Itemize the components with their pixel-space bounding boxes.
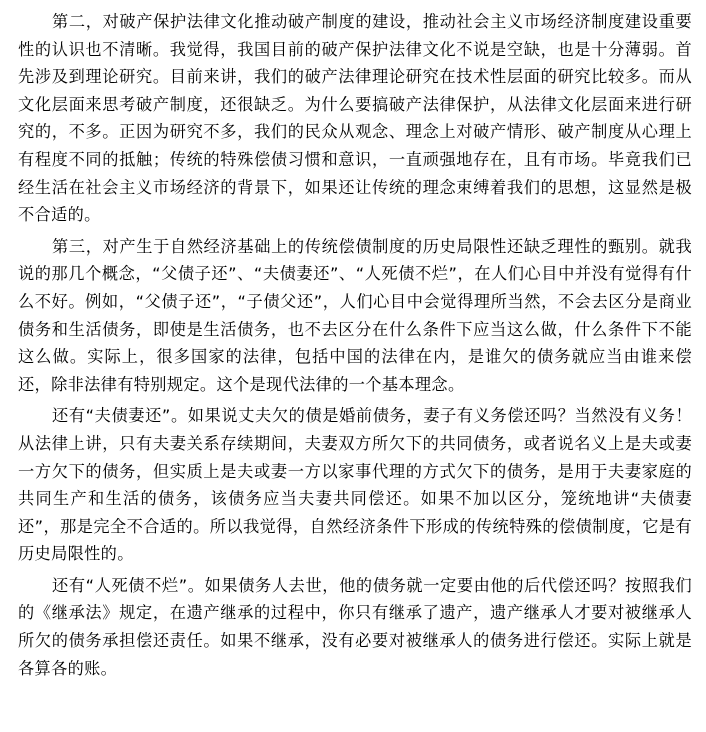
- paragraph-second-point: 第二，对破产保护法律文化推动破产制度的建设，推动社会主义市场经济制度建设重要性的认识也不清晰。我觉得，我国目前的破产保护法律文化不说是空缺，也是十分薄弱。首先涉及到理论研究。目前来讲，我们的破产法律理论研究在技术性层面的研究比较多。而从文化层面来思考破产制度，还很缺乏。为什么要搞破产法律保护，从法律文化层面来进行研究的，不多。正因为研究不多，我们的民众从观念、理念上对破产情形、破产制度从心理上有程度不同的抵触；传统的特殊偿债习惯和意识，一直顽强地存在，且有市场。毕竟我们已经生活在社会主义市场经济的背景下，如果还让传统的理念束缚着我们的思想，这显然是极不合适的。: [18, 12, 692, 225]
- paragraph-third-point: 第三，对产生于自然经济基础上的传统偿债制度的历史局限性还缺乏理性的甄别。就我说的那几个概念，“父债子还”、“夫债妻还”、“人死债不烂”，在人们心目中并没有觉得有什么不好。例如，“父债子还”，“子债父还”，人们心目中会觉得理所当然，不会去区分是商业债务和生活债务，即使是生活债务，也不去区分在什么条件下应当这么做，什么条件下不能这么做。实际上，很多国家的法律，包括中国的法律在内，是谁欠的债务就应当由谁来偿还，除非法律有特别规定。这个是现代法律的一个基本理念。: [18, 236, 692, 394]
- document-page: [18, 8, 692, 682]
- paragraph-inheritance-debt: 还有“人死债不烂”。如果债务人去世，他的债务就一定要由他的后代偿还吗？按照我们的《继承法》规定，在遗产继承的过程中，你只有继承了遗产，遗产继承人才要对被继承人所欠的债务承担偿还责任。如果不继承，没有必要对被继承人的债务进行偿还。实际上就是各算各的账。: [18, 575, 692, 678]
- paragraph-husband-debt: 还有“夫债妻还”。如果说丈夫欠的债是婚前债务，妻子有义务偿还吗？当然没有义务！从法律上讲，只有夫妻关系存续期间，夫妻双方所欠下的共同债务，或者说名义上是夫或妻一方欠下的债务，但实质上是夫或妻一方以家事代理的方式欠下的债务，是用于夫妻家庭的共同生产和生活的债务，该债务应当夫妻共同偿还。如果不加以区分，笼统地讲“夫债妻还”，那是完全不合适的。所以我觉得，自然经济条件下形成的传统特殊的偿债制度，它是有历史局限性的。: [18, 406, 692, 564]
